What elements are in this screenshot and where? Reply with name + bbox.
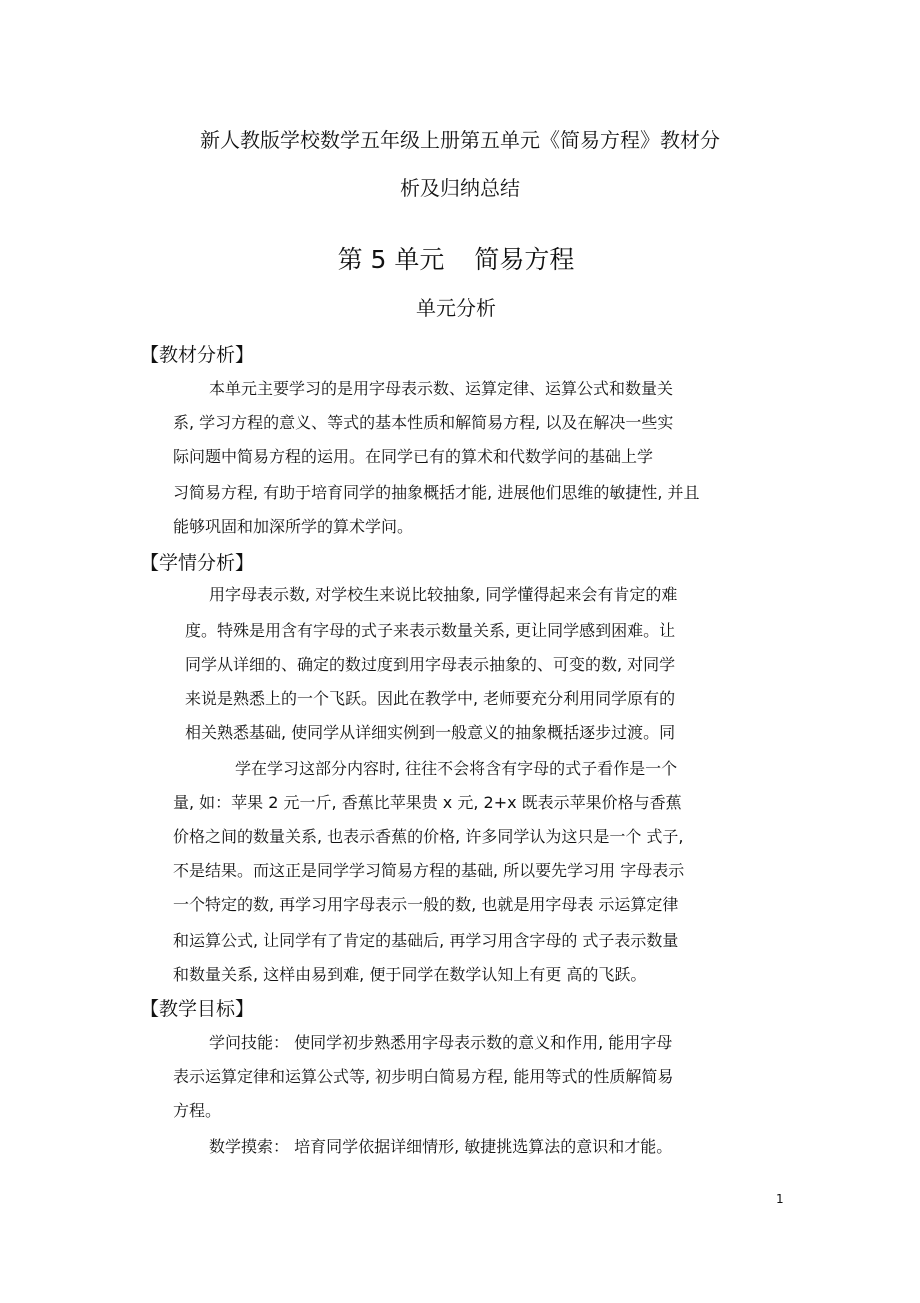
paragraph-line: 和数量关系, 这样由易到难, 便于同学在数学认知上有更 高的飞跃。 [173,965,647,984]
paragraph-line: 用字母表示数, 对学校生来说比较抽象, 同学懂得起来会有肯定的难 [209,585,678,604]
document-title-line-1: 新人教版学校数学五年级上册第五单元《简易方程》教材分 [200,128,720,152]
paragraph-line: 习简易方程, 有助于培育同学的抽象概括才能, 进展他们思维的敏捷性, 并且 [173,483,700,502]
paragraph-line: 相关熟悉基础, 使同学从详细实例到一般意义的抽象概括逐步过渡。同 [185,723,676,742]
section-subtitle: 单元分析 [416,296,496,320]
page-number: 1 [776,1192,784,1206]
paragraph-line: 表示运算定律和运算公式等, 初步明白简易方程, 能用等式的性质解简易 [173,1067,674,1086]
document-title-line-2: 析及归纳总结 [400,176,520,200]
unit-title-number: 第 5 单元 [337,245,445,274]
unit-title [0,240,912,276]
paragraph-line: 本单元主要学习的是用字母表示数、运算定律、运算公式和数量关 [209,379,674,398]
paragraph-line: 一个特定的数, 再学习用字母表示一般的数, 也就是用字母表 示运算定律 [173,895,679,914]
paragraph-line: 度。特殊是用含有字母的式子来表示数量关系, 更让同学感到困难。让 [185,621,676,640]
section-heading-student-analysis: 【学情分析】 [140,552,255,574]
paragraph-line: 来说是熟悉上的一个飞跃。因此在教学中, 老师要充分利用同学原有的 [185,689,676,708]
paragraph-line: 能够巩固和加深所学的算术学问。 [173,517,414,536]
paragraph-line: 和运算公式, 让同学有了肯定的基础后, 再学习用含字母的 式子表示数量 [173,931,679,950]
paragraph-line: 数学摸索： 培育同学依据详细情形, 敏捷挑选算法的意识和才能。 [209,1137,673,1156]
paragraph-line: 际问题中简易方程的运用。在同学已有的算术和代数学问的基础上学 [173,447,654,466]
paragraph-line: 学在学习这部分内容时, 往往不会将含有字母的式子看作是一个 [235,759,678,778]
section-heading-textbook-analysis: 【教材分析】 [140,344,255,366]
paragraph-line: 量, 如：苹果 2 元一斤, 香蕉比苹果贵 x 元, 2+x 既表示苹果价格与香蕉 [173,793,682,812]
paragraph-line: 同学从详细的、确定的数过度到用字母表示抽象的、可变的数, 对同学 [185,655,676,674]
paragraph-line: 系, 学习方程的意义、等式的基本性质和解简易方程, 以及在解决一些实 [173,413,674,432]
paragraph-line: 价格之间的数量关系, 也表示香蕉的价格, 许多同学认为这只是一个 式子, [173,827,684,846]
unit-title-name: 简易方程 [474,245,575,274]
section-heading-teaching-goals: 【教学目标】 [140,998,255,1020]
paragraph-line: 不是结果。而这正是同学学习简易方程的基础, 所以要先学习用 字母表示 [173,861,685,880]
paragraph-line: 方程。 [173,1101,222,1120]
paragraph-line: 学问技能： 使同学初步熟悉用字母表示数的意义和作用, 能用字母 [209,1033,673,1052]
